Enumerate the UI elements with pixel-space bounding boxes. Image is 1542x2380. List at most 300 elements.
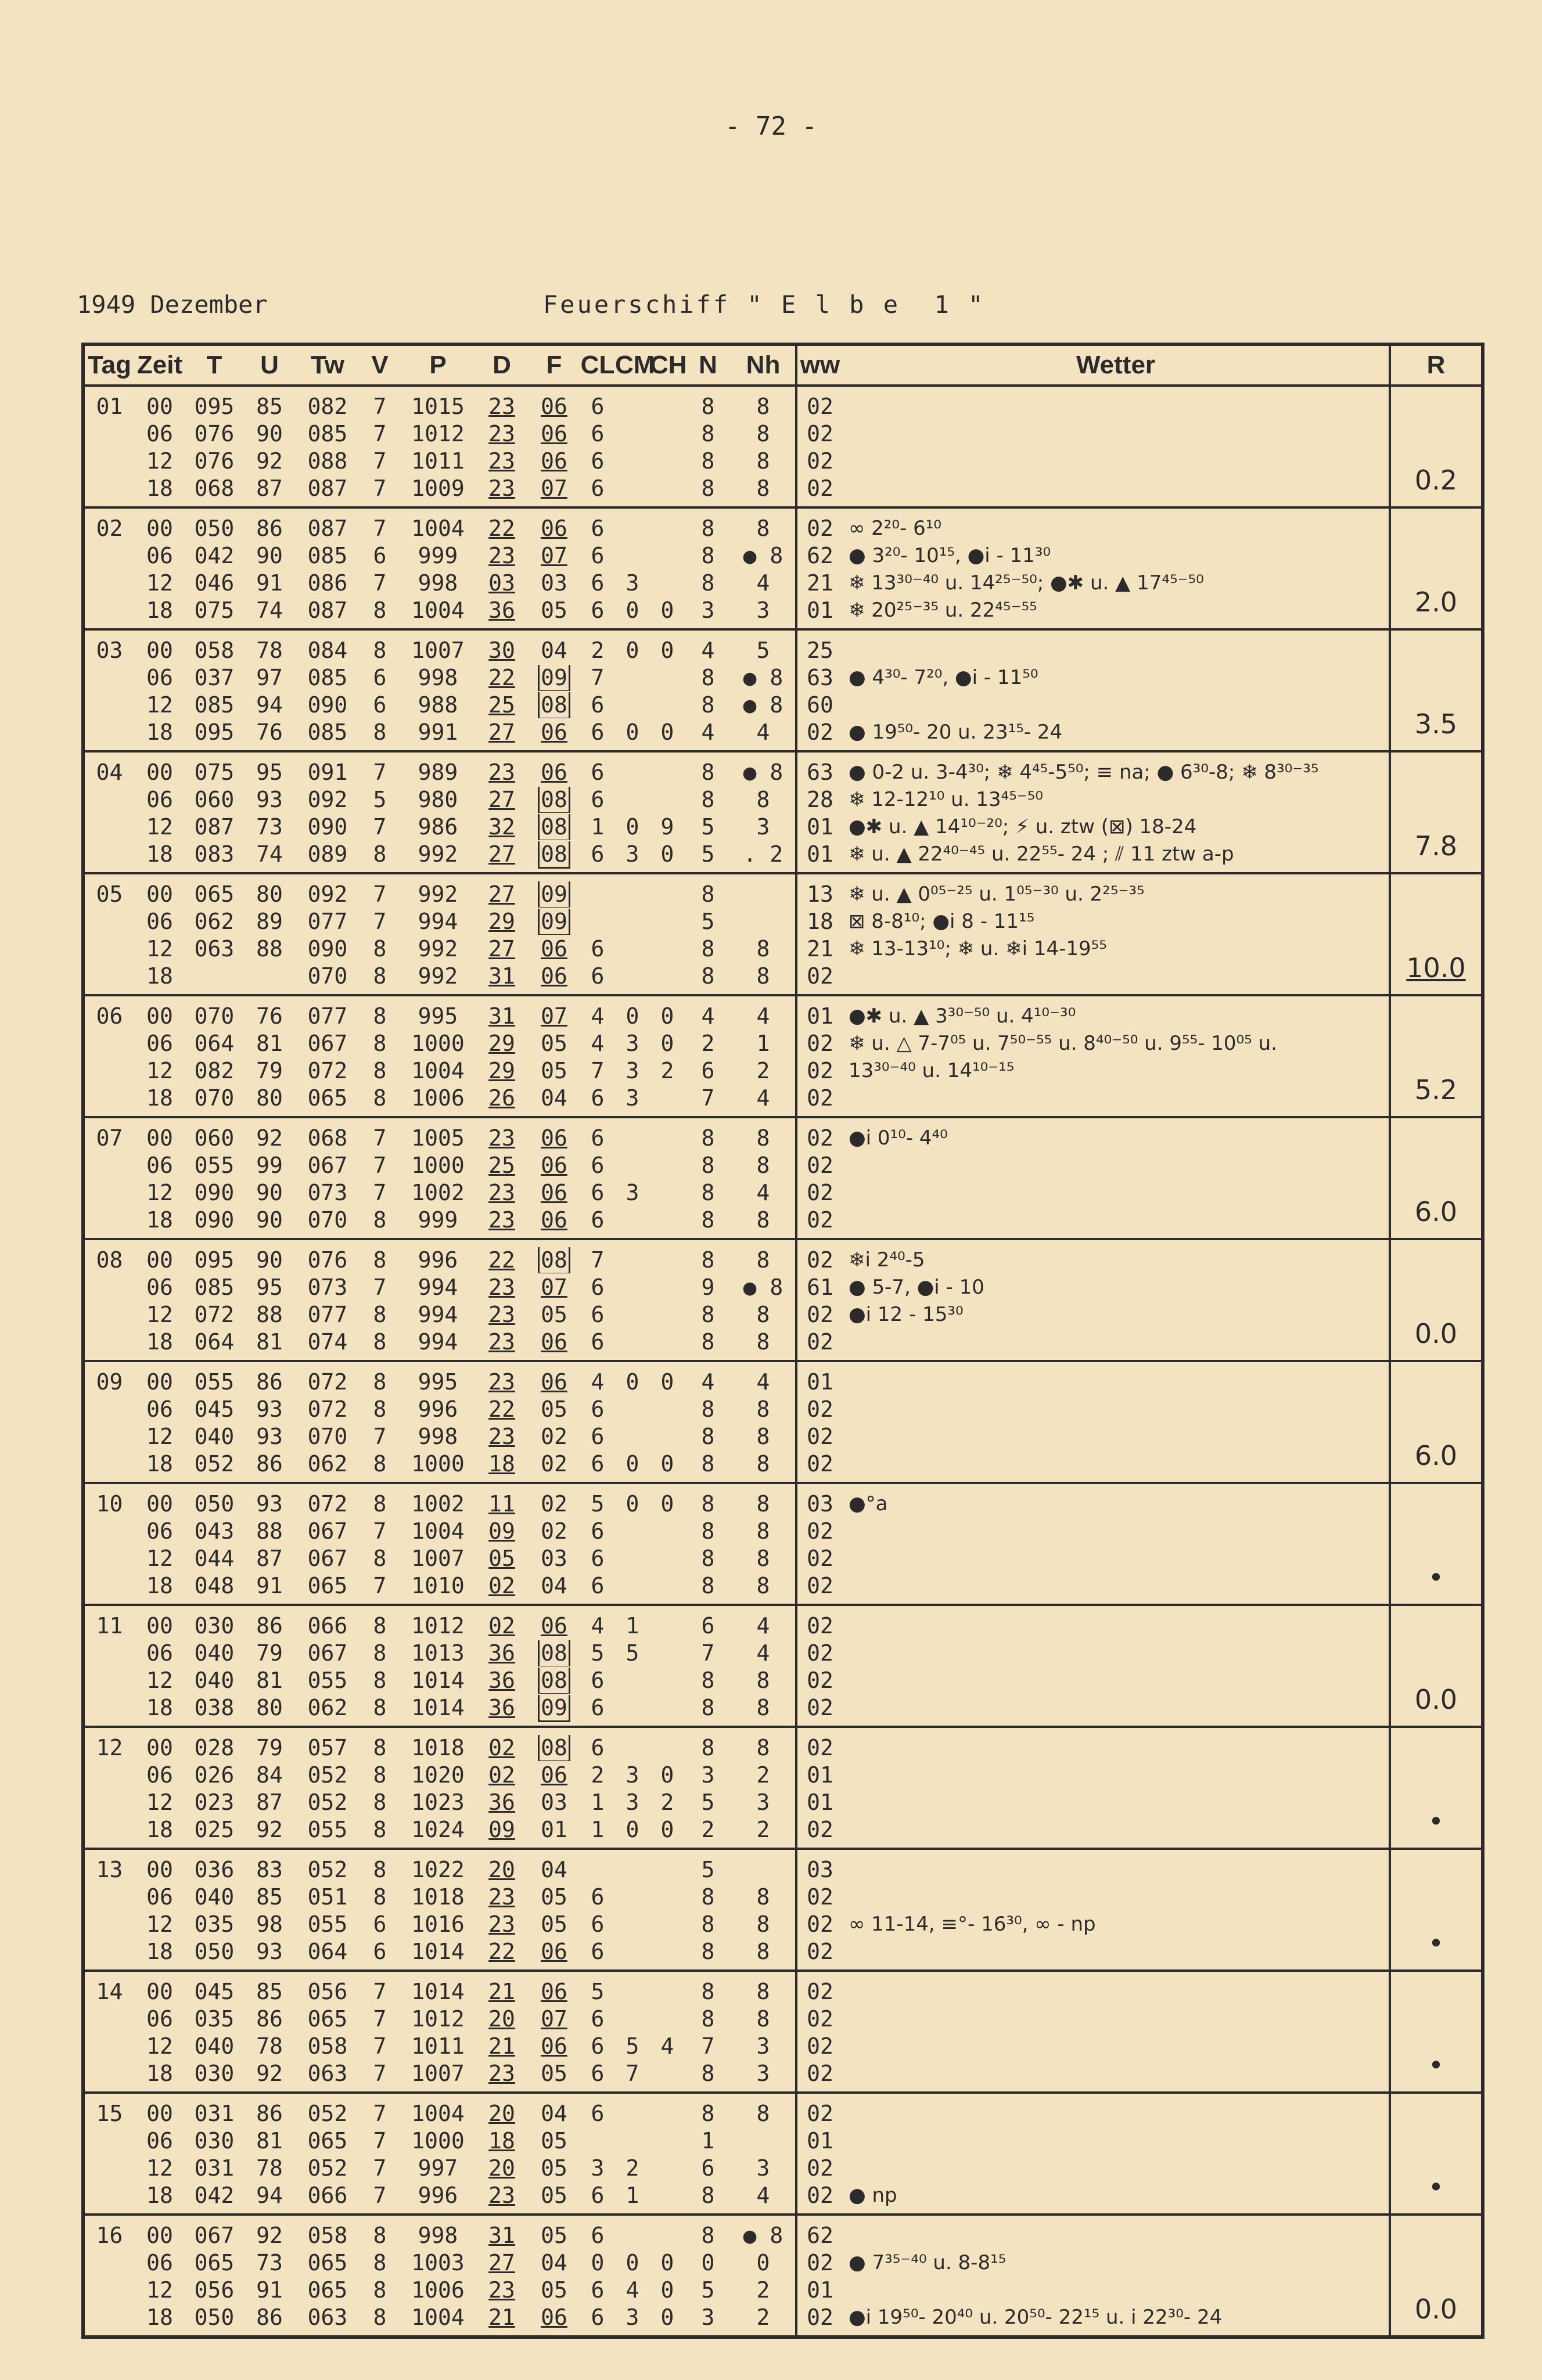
value-ww: 21 [807,935,833,962]
cell-cl [580,2059,615,2093]
day-cell [83,813,134,840]
value-d: 26 [488,1085,515,1111]
value-p: 1004 [411,2100,465,2126]
time-cell: 00 [134,1727,185,1761]
value-u: 81 [256,2127,283,2154]
cell-f [528,1971,580,2005]
value-ww: 02 [807,1057,833,1083]
value-t: 090 [194,1207,235,1233]
value-f: 03 [541,1545,567,1571]
precipitation-value: 7.8 [1414,830,1458,862]
cell-n [685,542,731,569]
cell-cm [615,1639,650,1666]
cell-n [685,995,731,1029]
cell-t [185,2005,243,2032]
value-ch: 0 [660,1369,674,1395]
value-cm: 0 [626,2249,639,2275]
cell-t [185,908,243,935]
value-p: 995 [418,1369,458,1395]
cell-cm [615,1788,650,1816]
value-d: 23 [488,1125,515,1151]
cell-v [360,1117,400,1151]
value-d: 22 [488,1247,515,1273]
value-u: 91 [256,1572,283,1598]
value-p: 992 [418,963,458,989]
cell-tw [296,1179,360,1206]
day-cell: 06 [83,995,134,1029]
value-t: 050 [194,515,235,541]
value-u: 89 [256,908,283,934]
cell-ww [796,596,843,629]
value-f: 03 [541,1789,567,1815]
table-row [83,786,1483,813]
time-cell: 18 [146,1938,173,1964]
value-p: 992 [418,935,458,962]
cell-d [476,908,528,935]
value-d: 09 [488,1518,515,1544]
cell-cm [615,1084,650,1117]
cell-d [476,1910,528,1938]
value-cl: 6 [591,1301,605,1327]
value-v: 7 [373,2033,387,2059]
cell-ww [796,1450,843,1483]
cell-f [528,1423,580,1450]
cell-ch [650,2005,685,2032]
value-t: 060 [194,786,235,812]
cell-t [185,1517,243,1544]
value-u: 74 [256,841,283,867]
value-v: 8 [373,1545,387,1571]
cell-d [476,2032,528,2059]
value-ww: 02 [807,448,833,474]
value-v: 7 [373,813,387,840]
cell-tw [296,507,360,542]
value-ww: 02 [807,1328,833,1355]
cell-n [685,935,731,962]
value-t: 095 [194,393,235,419]
cell-n [685,2215,731,2249]
value-n: 8 [701,2060,715,2086]
value-p: 1000 [411,2127,465,2154]
cell-p [400,1084,476,1117]
value-nh: 8 [756,420,770,447]
value-cl: 6 [591,1085,605,1111]
cell-nh [731,2276,796,2303]
value-n: 8 [701,570,715,596]
value-f: 05 [541,2182,567,2208]
col-header-p: P [400,344,476,386]
value-cl: 6 [591,2277,605,2303]
time-cell: 06 [146,1640,173,1666]
value-nh: 8 [756,1301,770,1327]
cell-nh [731,1517,796,1544]
value-cl: 2 [591,637,605,663]
precipitation-value: • [1428,2050,1444,2081]
value-ww: 02 [807,1152,833,1178]
value-ww: 63 [807,664,833,690]
value-t: 042 [194,542,235,568]
cell-tw [296,2154,360,2181]
value-nh: 4 [756,1612,770,1639]
wetter-cell [843,1883,1390,1910]
value-p: 1004 [411,515,465,541]
precipitation-value: 6.0 [1414,1440,1458,1471]
value-nh: ● 8 [743,759,783,785]
day-cell [83,1057,134,1084]
cell-ww [796,507,843,542]
value-ww: 02 [807,1179,833,1205]
cell-f [528,1239,580,1273]
cell-v [360,786,400,813]
cell-p [400,995,476,1029]
cell-ww [796,1361,843,1395]
cell-u [243,1572,296,1605]
value-cl: 6 [591,448,605,474]
cell-t [185,1029,243,1057]
value-n: 8 [701,1328,715,1355]
wetter-cell [843,691,1390,718]
cell-p [400,386,476,420]
table-row [83,995,1483,1029]
value-n: 8 [701,1978,715,2004]
wetter-cell: ❄ u. △ 7-7⁰⁵ u. 7⁵⁰⁻⁵⁵ u. 8⁴⁰⁻⁵⁰ u. 9⁵⁵- 10⁰⁵ u. [849,1031,1277,1055]
value-f: 05 [541,1301,567,1327]
precipitation-cell [1390,751,1483,873]
time-cell: 12 [146,570,173,596]
cell-tw [296,2276,360,2303]
cell-ch [650,1151,685,1179]
value-tw: 072 [307,1057,348,1083]
cell-cl [580,995,615,1029]
day-cell [83,542,134,569]
time-cell: 00 [134,873,185,908]
value-ww: 02 [807,393,833,419]
wetter-cell [843,420,1390,447]
time-cell: 12 [146,813,173,840]
value-p: 1000 [411,1450,465,1477]
value-tw: 052 [307,2155,348,2181]
time-cell: 06 [146,1030,173,1056]
cell-ch [650,1328,685,1361]
cell-u [243,507,296,542]
cell-nh [731,1450,796,1483]
cell-p [400,1328,476,1361]
cell-ch [650,1395,685,1423]
cell-d [476,569,528,596]
value-nh: 8 [756,1667,770,1693]
table-row [83,629,1483,664]
cell-t [185,542,243,569]
cell-t [185,840,243,873]
cell-t [185,1849,243,1883]
value-nh: 8 [756,1450,770,1477]
cell-v [360,1849,400,1883]
value-cl: 6 [591,1572,605,1598]
cell-nh [731,873,796,908]
table-row [83,2093,1483,2127]
cell-u [243,691,296,718]
value-n: 8 [701,881,715,907]
value-u: 73 [256,2249,283,2275]
value-f: 02 [541,1490,567,1517]
cell-n [685,629,731,664]
cell-p [400,1727,476,1761]
time-cell: 18 [146,1816,173,1842]
value-f: 06 [541,1328,567,1355]
value-nh: 8 [756,2005,770,2032]
value-u: 92 [256,2222,283,2248]
value-p: 1014 [411,1938,465,1964]
cell-p [400,935,476,962]
value-t: 043 [194,1518,235,1544]
value-ww: 02 [807,1978,833,2004]
cell-f [528,1761,580,1788]
cell-p [400,1151,476,1179]
cell-ww [796,2276,843,2303]
value-ch: 0 [660,1003,674,1029]
cell-cm [615,1117,650,1151]
value-nh: 8 [756,475,770,501]
wetter-cell [843,962,1390,995]
value-t: 068 [194,475,235,501]
value-d: 23 [488,542,515,568]
value-p: 1014 [411,1667,465,1693]
day-cell [83,1639,134,1666]
value-f: 09 [538,909,570,935]
time-cell: 06 [146,2127,173,2154]
value-v: 8 [373,1328,387,1355]
value-nh: ● 8 [743,542,783,568]
value-nh: 4 [756,719,770,745]
value-p: 1004 [411,1057,465,1083]
table-row [83,1239,1483,1273]
cell-v [360,873,400,908]
table-row [83,420,1483,447]
cell-tw [296,1727,360,1761]
col-header-nh: Nh [731,344,796,386]
value-n: 7 [701,2033,715,2059]
value-cl: 6 [591,935,605,962]
value-p: 1007 [411,1545,465,1571]
cell-cl [580,1849,615,1883]
cell-cl [580,1328,615,1361]
cell-cm [615,2093,650,2127]
value-f: 08 [538,787,570,813]
time-cell: 00 [134,1361,185,1395]
cell-tw [296,569,360,596]
value-cl: 6 [591,1423,605,1449]
cell-cm [615,1605,650,1639]
wetter-cell [843,1816,1390,1849]
cell-v [360,2059,400,2093]
value-cm: 3 [626,1179,639,1205]
cell-v [360,507,400,542]
value-ww: 01 [807,1789,833,1815]
wetter-cell [843,1517,1390,1544]
cell-ww [796,873,843,908]
value-t: 026 [194,1762,235,1788]
time-cell: 12 [146,1179,173,1205]
cell-nh [731,1483,796,1517]
value-t: 030 [194,2060,235,2086]
cell-ww [796,569,843,596]
cell-f [528,2127,580,2154]
value-n: 8 [701,664,715,690]
cell-u [243,1239,296,1273]
cell-cl [580,751,615,786]
value-v: 8 [373,2304,387,2330]
table-row [83,1544,1483,1572]
cell-ww [796,751,843,786]
value-ch: 0 [660,1030,674,1056]
cell-ww [796,1029,843,1057]
cell-p [400,691,476,718]
cell-ch [650,1694,685,1727]
cell-u [243,751,296,786]
cell-cm [615,1694,650,1727]
wetter-cell: 13³⁰⁻⁴⁰ u. 14¹⁰⁻¹⁵ [849,1058,1015,1082]
value-v: 8 [373,1884,387,1910]
cell-ww [796,2127,843,2154]
wetter-cell [843,1328,1390,1361]
cell-p [400,1971,476,2005]
cell-t [185,995,243,1029]
value-d: 36 [488,597,515,623]
value-nh: 3 [756,597,770,623]
value-p: 1012 [411,1612,465,1639]
value-tw: 086 [307,570,348,596]
value-t: 075 [194,597,235,623]
cell-ch [650,2127,685,2154]
cell-cl [580,569,615,596]
wetter-cell [843,629,1390,664]
cell-ww [796,1395,843,1423]
cell-tw [296,542,360,569]
value-p: 1003 [411,2249,465,2275]
value-nh: 3 [756,2060,770,2086]
cell-ch [650,2249,685,2276]
value-ww: 01 [807,597,833,623]
table-row [83,1788,1483,1816]
value-f: 06 [541,2304,567,2330]
day-cell [83,2059,134,2093]
cell-tw [296,1883,360,1910]
time-cell: 00 [134,1239,185,1273]
cell-nh [731,1605,796,1639]
time-cell: 00 [134,751,185,786]
value-nh: 8 [756,1884,770,1910]
cell-f [528,1395,580,1423]
table-row [83,813,1483,840]
value-v: 8 [373,1396,387,1422]
cell-n [685,507,731,542]
cell-cm [615,664,650,691]
cell-ww [796,420,843,447]
cell-u [243,1301,296,1328]
value-p: 1022 [411,1856,465,1882]
cell-n [685,447,731,474]
value-f: 06 [541,1125,567,1151]
value-d: 21 [488,2033,515,2059]
cell-cl [580,840,615,873]
value-d: 02 [488,1612,515,1639]
value-cl: 6 [591,759,605,785]
cell-v [360,2303,400,2337]
cell-tw [296,1328,360,1361]
cell-f [528,1938,580,1971]
wetter-cell [843,1206,1390,1239]
cell-ch [650,596,685,629]
time-cell: 12 [146,2033,173,2059]
value-v: 8 [373,637,387,663]
cell-cm [615,995,650,1029]
value-nh: . 2 [743,841,783,867]
table-row [83,2181,1483,2215]
cell-n [685,2059,731,2093]
cell-cm [615,1517,650,1544]
value-tw: 090 [307,692,348,718]
cell-u [243,420,296,447]
value-t: 037 [194,664,235,690]
cell-nh [731,2249,796,2276]
value-ww: 02 [807,2182,833,2208]
time-cell: 12 [146,1911,173,1937]
value-n: 8 [701,935,715,962]
value-f: 06 [541,1152,567,1178]
cell-ch [650,474,685,507]
value-t: 076 [194,448,235,474]
value-v: 8 [373,1762,387,1788]
value-t: 065 [194,881,235,907]
cell-n [685,2093,731,2127]
time-cell: 00 [134,1971,185,2005]
value-v: 7 [373,1518,387,1544]
table-row [83,1938,1483,1971]
value-t: 023 [194,1789,235,1815]
value-cl: 6 [591,2304,605,2330]
cell-t [185,1151,243,1179]
value-t: 038 [194,1694,235,1720]
cell-v [360,1605,400,1639]
cell-cm [615,2215,650,2249]
cell-p [400,2059,476,2093]
value-d: 36 [488,1789,515,1815]
cell-d [476,962,528,995]
cell-ch [650,1179,685,1206]
value-cl: 6 [591,393,605,419]
wetter-cell [843,2032,1390,2059]
cell-cm [615,935,650,962]
cell-d [476,1727,528,1761]
precipitation-value: 5.2 [1414,1074,1458,1106]
value-v: 7 [373,1179,387,1205]
value-tw: 085 [307,542,348,568]
value-t: 048 [194,1572,235,1598]
time-cell: 06 [146,1884,173,1910]
value-u: 97 [256,664,283,690]
cell-p [400,1117,476,1151]
value-d: 22 [488,1938,515,1964]
cell-p [400,2215,476,2249]
value-tw: 057 [307,1734,348,1760]
value-d: 36 [488,1640,515,1666]
cell-n [685,718,731,751]
value-t: 031 [194,2100,235,2126]
cell-nh [731,995,796,1029]
cell-n [685,2181,731,2215]
day-cell [83,1788,134,1816]
cell-tw [296,596,360,629]
